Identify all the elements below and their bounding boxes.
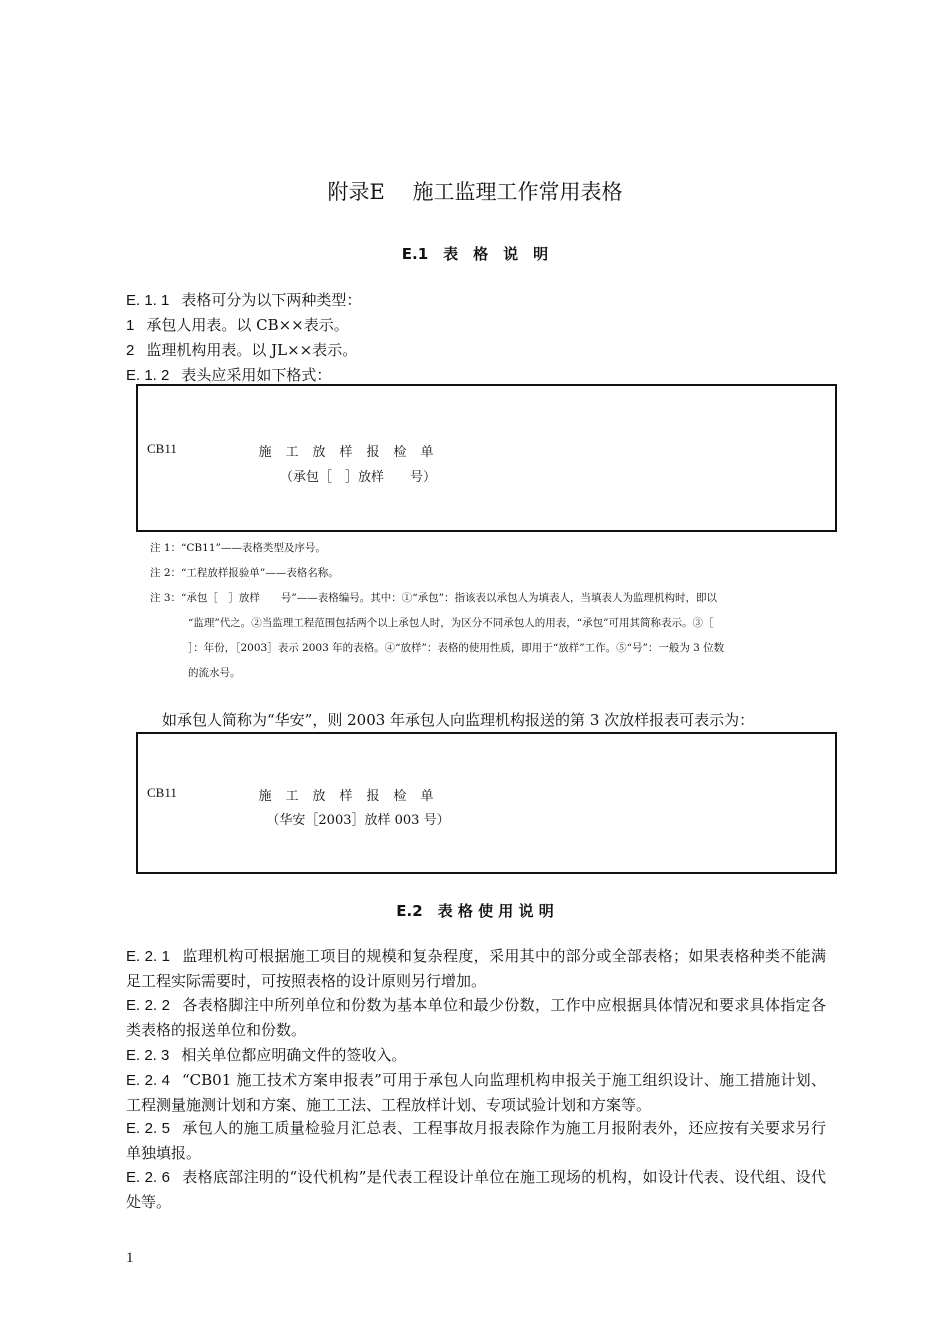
form-number: （承包［ ］放样 号）	[279, 470, 436, 485]
clause-e25	[126, 1116, 826, 1165]
form-number: （华安［2003］放样 003 号）	[266, 813, 450, 828]
page-title: 附录E 施工监理工作常用表格	[327, 180, 623, 204]
clause-text: 表头应采用如下格式：	[181, 366, 332, 384]
item-text: 承包人用表。以 CB××表示。	[146, 316, 349, 334]
clause-number: E. 2. 1	[126, 948, 171, 965]
item-text: 监理机构用表。以 JL××表示。	[146, 341, 358, 359]
form-header-template	[136, 384, 837, 532]
form-header-example	[136, 732, 837, 874]
clause-number: E. 2. 2	[126, 997, 171, 1014]
clause-e23	[126, 1043, 826, 1068]
note-3-continued: 的流水号。	[188, 667, 241, 679]
clause-text: “CB01 施工技术方案申报表”可用于承包人向监理机构申报关于施工组织设计、施工措施计划、工程测量施测计划和方案、施工工法、工程放样计划、专项试验计划和方案等。	[126, 1071, 827, 1114]
note-3: 注 3：“承包［ ］放样 号”——表格编号。其中：①“承包”：指该表以承包人为填表人，当填表人为监理机构时，即以	[150, 592, 717, 604]
clause-number: E. 1. 2	[126, 367, 170, 384]
example-intro: 如承包人简称为“华安”，则 2003 年承包人向监理机构报送的第 3 次放样报表可表示为：	[162, 711, 755, 729]
item-number: 2	[126, 342, 135, 359]
clause-number: E. 2. 3	[126, 1047, 170, 1064]
form-name: 施工放样报检单	[258, 789, 448, 804]
section-heading-e2: E.2 表 格 使 用 说 明	[396, 902, 554, 920]
list-item-2	[126, 339, 357, 360]
note-1: 注 1：“CB11”——表格类型及序号。	[150, 542, 326, 554]
form-name: 施工放样报检单	[258, 445, 448, 460]
clause-text: 监理机构可根据施工项目的规模和复杂程度，采用其中的部分或全部表格；如果表格种类不能满足工程实际需要时，可按照表格的设计原则另行增加。	[126, 947, 826, 990]
clause-e22	[126, 993, 826, 1042]
note-3-continued: “监理”代之。②当监理工程范围包括两个以上承包人时，为区分不同承包人的用表，“承包”可用其简称表示。③［	[188, 617, 714, 629]
note-2: 注 2：“工程放样报验单”——表格名称。	[150, 567, 339, 579]
clause-number: E. 2. 4	[126, 1072, 170, 1089]
clause-number: E. 1. 1	[126, 292, 170, 309]
clause-text: 相关单位都应明确文件的签收入。	[181, 1046, 407, 1064]
item-number: 1	[126, 317, 135, 334]
clause-text: 表格可分为以下两种类型：	[181, 291, 362, 309]
clause-text: 各表格脚注中所列单位和份数为基本单位和最少份数，工作中应根据具体情况和要求具体指定各类表格的报送单位和份数。	[126, 996, 826, 1039]
clause-e21	[126, 944, 826, 993]
clause-number: E. 2. 5	[126, 1120, 171, 1137]
note-3-continued: ］：年份，［2003］表示 2003 年的表格。④“放样”：表格的使用性质，即用于“放样”工作。⑤“号”：一般为 3 位数	[188, 642, 725, 654]
list-item-1	[126, 314, 349, 335]
clause-e12	[126, 364, 331, 385]
clause-e26	[126, 1165, 826, 1214]
clause-e24	[126, 1068, 826, 1117]
clause-e11	[126, 289, 361, 310]
page-number: 1	[126, 1250, 134, 1266]
clause-text: 表格底部注明的“设代机构”是代表工程设计单位在施工现场的机构，如设计代表、设代组、设代处等。	[126, 1168, 827, 1211]
section-heading-e1: E.1 表 格 说 明	[401, 245, 549, 263]
clause-text: 承包人的施工质量检验月汇总表、工程事故月报表除作为施工月报附表外，还应按有关要求另行单独填报。	[126, 1119, 826, 1162]
form-code: CB11	[147, 785, 177, 800]
clause-number: E. 2. 6	[126, 1169, 170, 1186]
form-code: CB11	[147, 441, 177, 456]
